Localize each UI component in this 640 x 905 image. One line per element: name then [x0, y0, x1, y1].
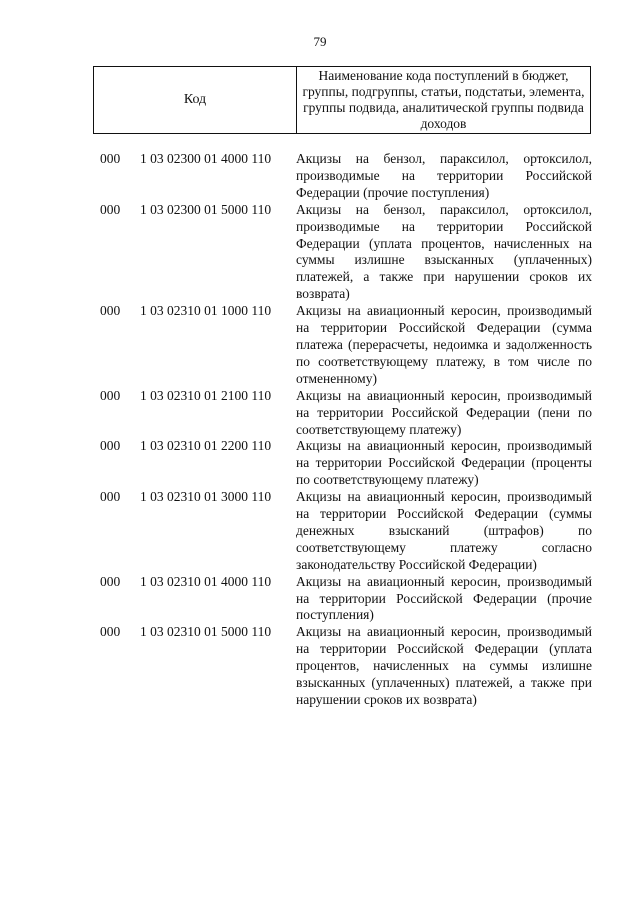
admin-code: 000: [100, 624, 121, 640]
admin-code: 000: [100, 201, 121, 217]
header-name-column: Наименование кода поступлений в бюджет, группы, подгруппы, статьи, подстатьи, элемента, группы подвида, аналитической группы подвида доходов: [302, 68, 585, 131]
income-description: Акцизы на бензол, параксилол, ортоксилол, производимые на территории Российской Федерации (прочие поступления): [296, 151, 592, 200]
table-row: [100, 624, 592, 709]
income-description: Акцизы на бензол, параксилол, ортоксилол, производимые на территории Российской Федерации (уплата процентов, начисленных на суммы излишне взысканных (уплаченных) платежей, а также при нарушении сроков их возврата): [296, 201, 592, 302]
table-row: [100, 202, 592, 303]
income-codes-list: [100, 151, 592, 709]
income-code: 1 03 02310 01 2100 110: [140, 387, 272, 403]
income-description: Акцизы на авиационный керосин, производимый на территории Российской Федерации (уплата процентов, начисленных на суммы излишне взысканных (уплаченных) платежей, а также при нарушении сроков их возврата): [296, 624, 592, 707]
table-header: [93, 66, 591, 134]
income-code: 1 03 02300 01 5000 110: [140, 201, 272, 217]
table-row: [100, 388, 592, 439]
income-code: 1 03 02310 01 5000 110: [140, 624, 272, 640]
table-row: [100, 574, 592, 625]
income-description: Акцизы на авиационный керосин, производимый на территории Российской Федерации (проценты по соответствующему платежу): [296, 438, 592, 488]
income-code: 1 03 02310 01 2200 110: [140, 438, 272, 454]
admin-code: 000: [100, 573, 121, 589]
income-description: Акцизы на авиационный керосин, производимый на территории Российской Федерации (сумма платежа (перерасчеты, недоимка и задолженность по соответствующему платежу, в том числе по отмененному): [296, 303, 592, 386]
table-row: [100, 303, 592, 388]
income-code: 1 03 02310 01 1000 110: [140, 303, 272, 319]
table-row: [100, 489, 592, 574]
income-description: Акцизы на авиационный керосин, производимый на территории Российской Федерации (прочие поступления): [296, 573, 592, 623]
income-description: Акцизы на авиационный керосин, производимый на территории Российской Федерации (суммы денежных взысканий (штрафов) по соответствующему платежу согласно законодательству Российской Федерации): [296, 489, 592, 572]
income-code: 1 03 02310 01 3000 110: [140, 489, 272, 505]
admin-code: 000: [100, 438, 121, 454]
admin-code: 000: [100, 489, 121, 505]
table-row: [100, 438, 592, 489]
table-row: [100, 151, 592, 202]
page-number: 79: [313, 34, 327, 49]
admin-code: 000: [100, 303, 121, 319]
admin-code: 000: [100, 387, 121, 403]
income-code: 1 03 02310 01 4000 110: [140, 573, 272, 589]
header-code-column: Код: [94, 67, 297, 133]
income-description: Акцизы на авиационный керосин, производимый на территории Российской Федерации (пени по соответствующему платежу): [296, 387, 592, 437]
income-code: 1 03 02300 01 4000 110: [140, 151, 272, 166]
admin-code: 000: [100, 151, 121, 166]
